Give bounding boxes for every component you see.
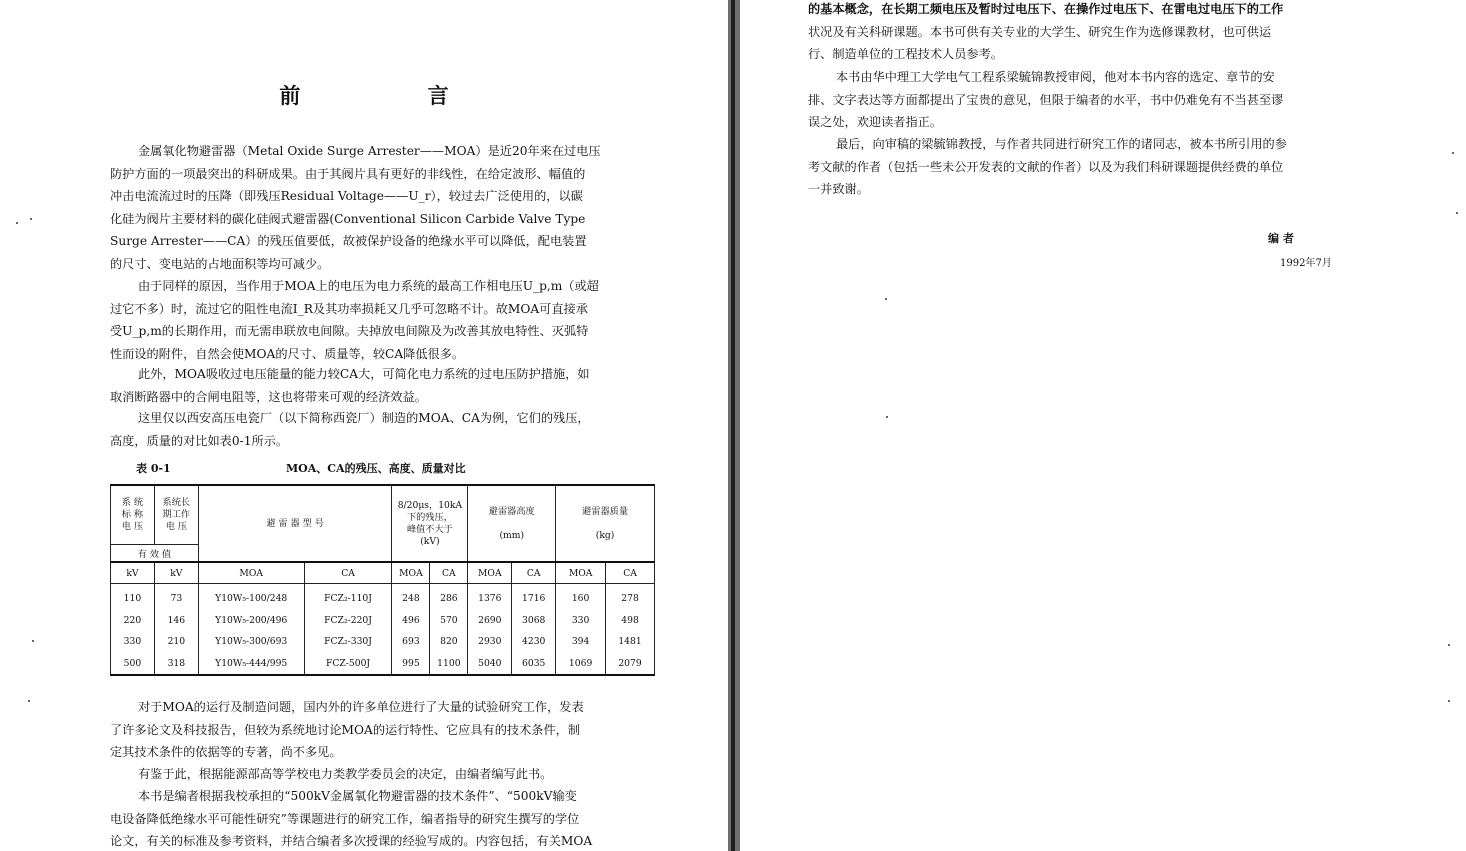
table-cell: 6035 (512, 653, 556, 676)
scan-speck (1452, 152, 1454, 154)
text-line: 误之处，欢迎读者指正。 (808, 115, 943, 129)
table-cell: 1376 (468, 584, 512, 610)
right-page (740, 0, 1466, 851)
subheader-cell: MOA (198, 562, 304, 584)
text-line: 高度，质量的对比如表0-1所示。 (110, 433, 289, 448)
subheader-cell: CA (430, 562, 468, 584)
table-cell: FCZ₂-330J (304, 631, 392, 653)
table-cell: 318 (154, 653, 198, 676)
table-cell: FCZ₂-110J (304, 584, 392, 610)
table-cell: 1069 (556, 653, 606, 676)
table-cell: 3068 (512, 610, 556, 632)
table-cell: 2690 (468, 610, 512, 632)
table-cell: 498 (606, 610, 655, 632)
table-row (111, 653, 655, 676)
text-line: 一并致谢。 (808, 182, 869, 196)
subheader-cell: CA (606, 562, 655, 584)
table-cell: 248 (392, 584, 430, 610)
text-line: 性而设的附件，自然会使MOA的尺寸、质量等，较CA降低很多。 (110, 346, 465, 361)
scan-speck (886, 416, 888, 418)
table-cell: Y10W₅-200/496 (198, 610, 304, 632)
text-line: 最后，向审稿的梁毓锦教授，与作者共同进行研究工作的诸同志，被本书所引用的参 (836, 137, 1287, 151)
paragraph-5 (110, 696, 656, 764)
text-line: 取消断路器中的合闸电阻等，这也将带来可观的经济效益。 (110, 389, 427, 404)
text-line: 本书是编者根据我校承担的“500kV金属氧化物避雷器的技术条件”、“500kV输变 (138, 789, 577, 803)
table-cell: 1100 (430, 653, 468, 676)
table-cell: 5040 (468, 653, 512, 676)
paragraph-2 (808, 66, 1370, 134)
table-cell: Y10W₅-444/995 (198, 653, 304, 676)
table-title: MOA、CA的残压、高度、质量对比 (286, 462, 466, 475)
text-line: 排、文字表达等方面都提出了宝贵的意见，但限于编者的水平，书中仍难免有不当甚至谬 (808, 92, 1284, 107)
table-cell: 110 (111, 584, 155, 610)
text-line: 这里仅以西安高压电瓷厂（以下简称西瓷厂）制造的MOA、CA为例，它们的残压， (138, 411, 590, 425)
scan-speck (32, 640, 34, 642)
text-line: 行、制造单位的工程技术人员参考。 (808, 47, 1003, 61)
table-cell: FCZ₂-220J (304, 610, 392, 632)
table-cell: Y10W₅-100/248 (198, 584, 304, 610)
text-line: 本书由华中理工大学电气工程系梁毓锦教授审阅，他对本书内容的选定、章节的安 (836, 70, 1275, 84)
scan-speck (30, 218, 32, 220)
text-line: 定其技术条件的依据等的专著，尚不多见。 (110, 745, 342, 759)
table-cell: 995 (392, 653, 430, 676)
page-gutter (728, 0, 740, 851)
text-line: 过它不多）时，流过它的阻性电流I_R及其功率损耗又几乎可忽略不计。故MOA可直接承 (110, 301, 588, 316)
left-page (0, 0, 728, 851)
text-line: Surge Arrester——CA）的残压值要低，故被保护设备的绝缘水平可以降低，配电装置 (110, 234, 587, 248)
subheader-cell: kV (154, 562, 198, 584)
table-cell: Y10W₅-300/693 (198, 631, 304, 653)
paragraph-7 (110, 785, 656, 851)
paragraph-3 (808, 133, 1370, 201)
table-cell: 220 (111, 610, 155, 632)
text-line: 对于MOA的运行及制造问题，国内外的许多单位进行了大量的试验研究工作，发表 (138, 700, 584, 714)
scan-speck (1448, 644, 1450, 646)
paragraph-4 (110, 407, 656, 452)
subheader-cell: CA (512, 562, 556, 584)
signature: 编 者 (1268, 232, 1294, 245)
subheader-cell: MOA (392, 562, 430, 584)
header-residual: 8/20μs，10kA 下的残压， 峰值不大于 (kV) (392, 485, 468, 562)
table-cell: 2930 (468, 631, 512, 653)
text-line: 防护方面的一项最突出的科研成果。由于其阀片具有更好的非线性，在给定波形、幅值的 (110, 166, 586, 181)
subheader-cell: CA (304, 562, 392, 584)
table-cell: FCZ-500J (304, 653, 392, 676)
table-cell: 330 (556, 610, 606, 632)
table-cell: 73 (154, 584, 198, 610)
paragraph-1 (110, 140, 656, 275)
table-cell: 1716 (512, 584, 556, 610)
text-line: 由于同样的原因，当作用于MOA上的电压为电力系统的最高工作相电压U_p,m（或超 (138, 279, 599, 293)
gutter-line (731, 0, 735, 851)
header-nominal-voltage: 系 统 标 称 电 压 (111, 485, 155, 545)
text-line: 的尺寸、变电站的占地面积等均可减少。 (110, 256, 330, 271)
date: 1992年7月 (1280, 258, 1332, 269)
text-line: 金属氧化物避雷器（Metal Oxide Surge Arrester——MOA）是近20年来在过电压 (138, 144, 601, 158)
text-line: 受U_p,m的长期作用，而无需串联放电间隙。夫掉放电间隙及为改善其放电特性、灭弧特 (110, 324, 589, 338)
header-rated: 有 效 值 (111, 545, 199, 563)
table-row (111, 610, 655, 632)
text-line: 有鉴于此，根据能源部高等学校电力类教学委员会的决定，由编者编写此书。 (138, 767, 553, 781)
table-row (111, 584, 655, 610)
header-max-voltage: 系统长 期工作 电 压 (154, 485, 198, 545)
comparison-table (110, 484, 655, 676)
table-cell: 1481 (606, 631, 655, 653)
paragraph-2 (110, 275, 656, 365)
table-cell: 496 (392, 610, 430, 632)
table-cell: 330 (111, 631, 155, 653)
text-line: 冲击电流流过时的压降（即残压Residual Voltage——U_r），较过去广泛使用的，以碳 (110, 189, 583, 203)
subheader-cell: MOA (468, 562, 512, 584)
table-cell: 693 (392, 631, 430, 653)
table-cell: 500 (111, 653, 155, 676)
text-line: 考文献的作者（包括一些未公开发表的文献的作者）以及为我们科研课题提供经费的单位 (808, 159, 1284, 174)
table-cell: 286 (430, 584, 468, 610)
scan-speck (1456, 212, 1458, 214)
text-line: 了许多论文及科技报告，但较为系统地讨论MOA的运行特性、它应具有的技术条件，制 (110, 722, 581, 737)
table-number: 表 0-1 (136, 462, 171, 475)
table-cell: 278 (606, 584, 655, 610)
table-cell: 4230 (512, 631, 556, 653)
table-cell: 820 (430, 631, 468, 653)
scan-speck (1448, 700, 1450, 702)
table-cell: 210 (154, 631, 198, 653)
text-line: 化硅为阀片主要材料的碳化硅阀式避雷器(Conventional Silicon Carbide Valve Type (110, 211, 586, 226)
scan-speck (885, 298, 887, 300)
subheader-cell: kV (111, 562, 155, 584)
scan-speck (28, 700, 30, 702)
text-line: 此外，MOA吸收过电压能量的能力较CA大，可简化电力系统的过电压防护措施，如 (138, 367, 590, 381)
table-cell: 570 (430, 610, 468, 632)
table-cell: 146 (154, 610, 198, 632)
text-line: 论文，有关的标准及参考资料，并结合编者多次授课的经验写成的。内容包括，有关MOA (110, 834, 593, 848)
table-cell: 160 (556, 584, 606, 610)
table-cell: 2079 (606, 653, 655, 676)
table-row (111, 631, 655, 653)
header-weight: 避雷器质量 (kg) (556, 485, 655, 562)
table-cell: 394 (556, 631, 606, 653)
paragraph-1 (808, 0, 1370, 66)
subheader-cell: MOA (556, 562, 606, 584)
paragraph-6 (110, 763, 656, 786)
paragraph-3 (110, 363, 656, 408)
text-line: 状况及有关科研课题。本书可供有关专业的大学生、研究生作为选修课教材，也可供运 (808, 24, 1272, 39)
header-height: 避雷器高度 (mm) (468, 485, 556, 562)
text-line: 电设备降低绝缘水平可能性研究”等课题进行的研究工作，编者指导的研究生撰写的学位 (110, 811, 580, 826)
page-title: 前 言 (279, 83, 509, 108)
text-line: 的基本概念，在长期工频电压及暂时过电压下、在操作过电压下、在雷电过电压下的工作 (808, 2, 1284, 16)
scan-speck (16, 222, 18, 224)
header-model: 避 雷 器 型 号 (198, 485, 392, 562)
